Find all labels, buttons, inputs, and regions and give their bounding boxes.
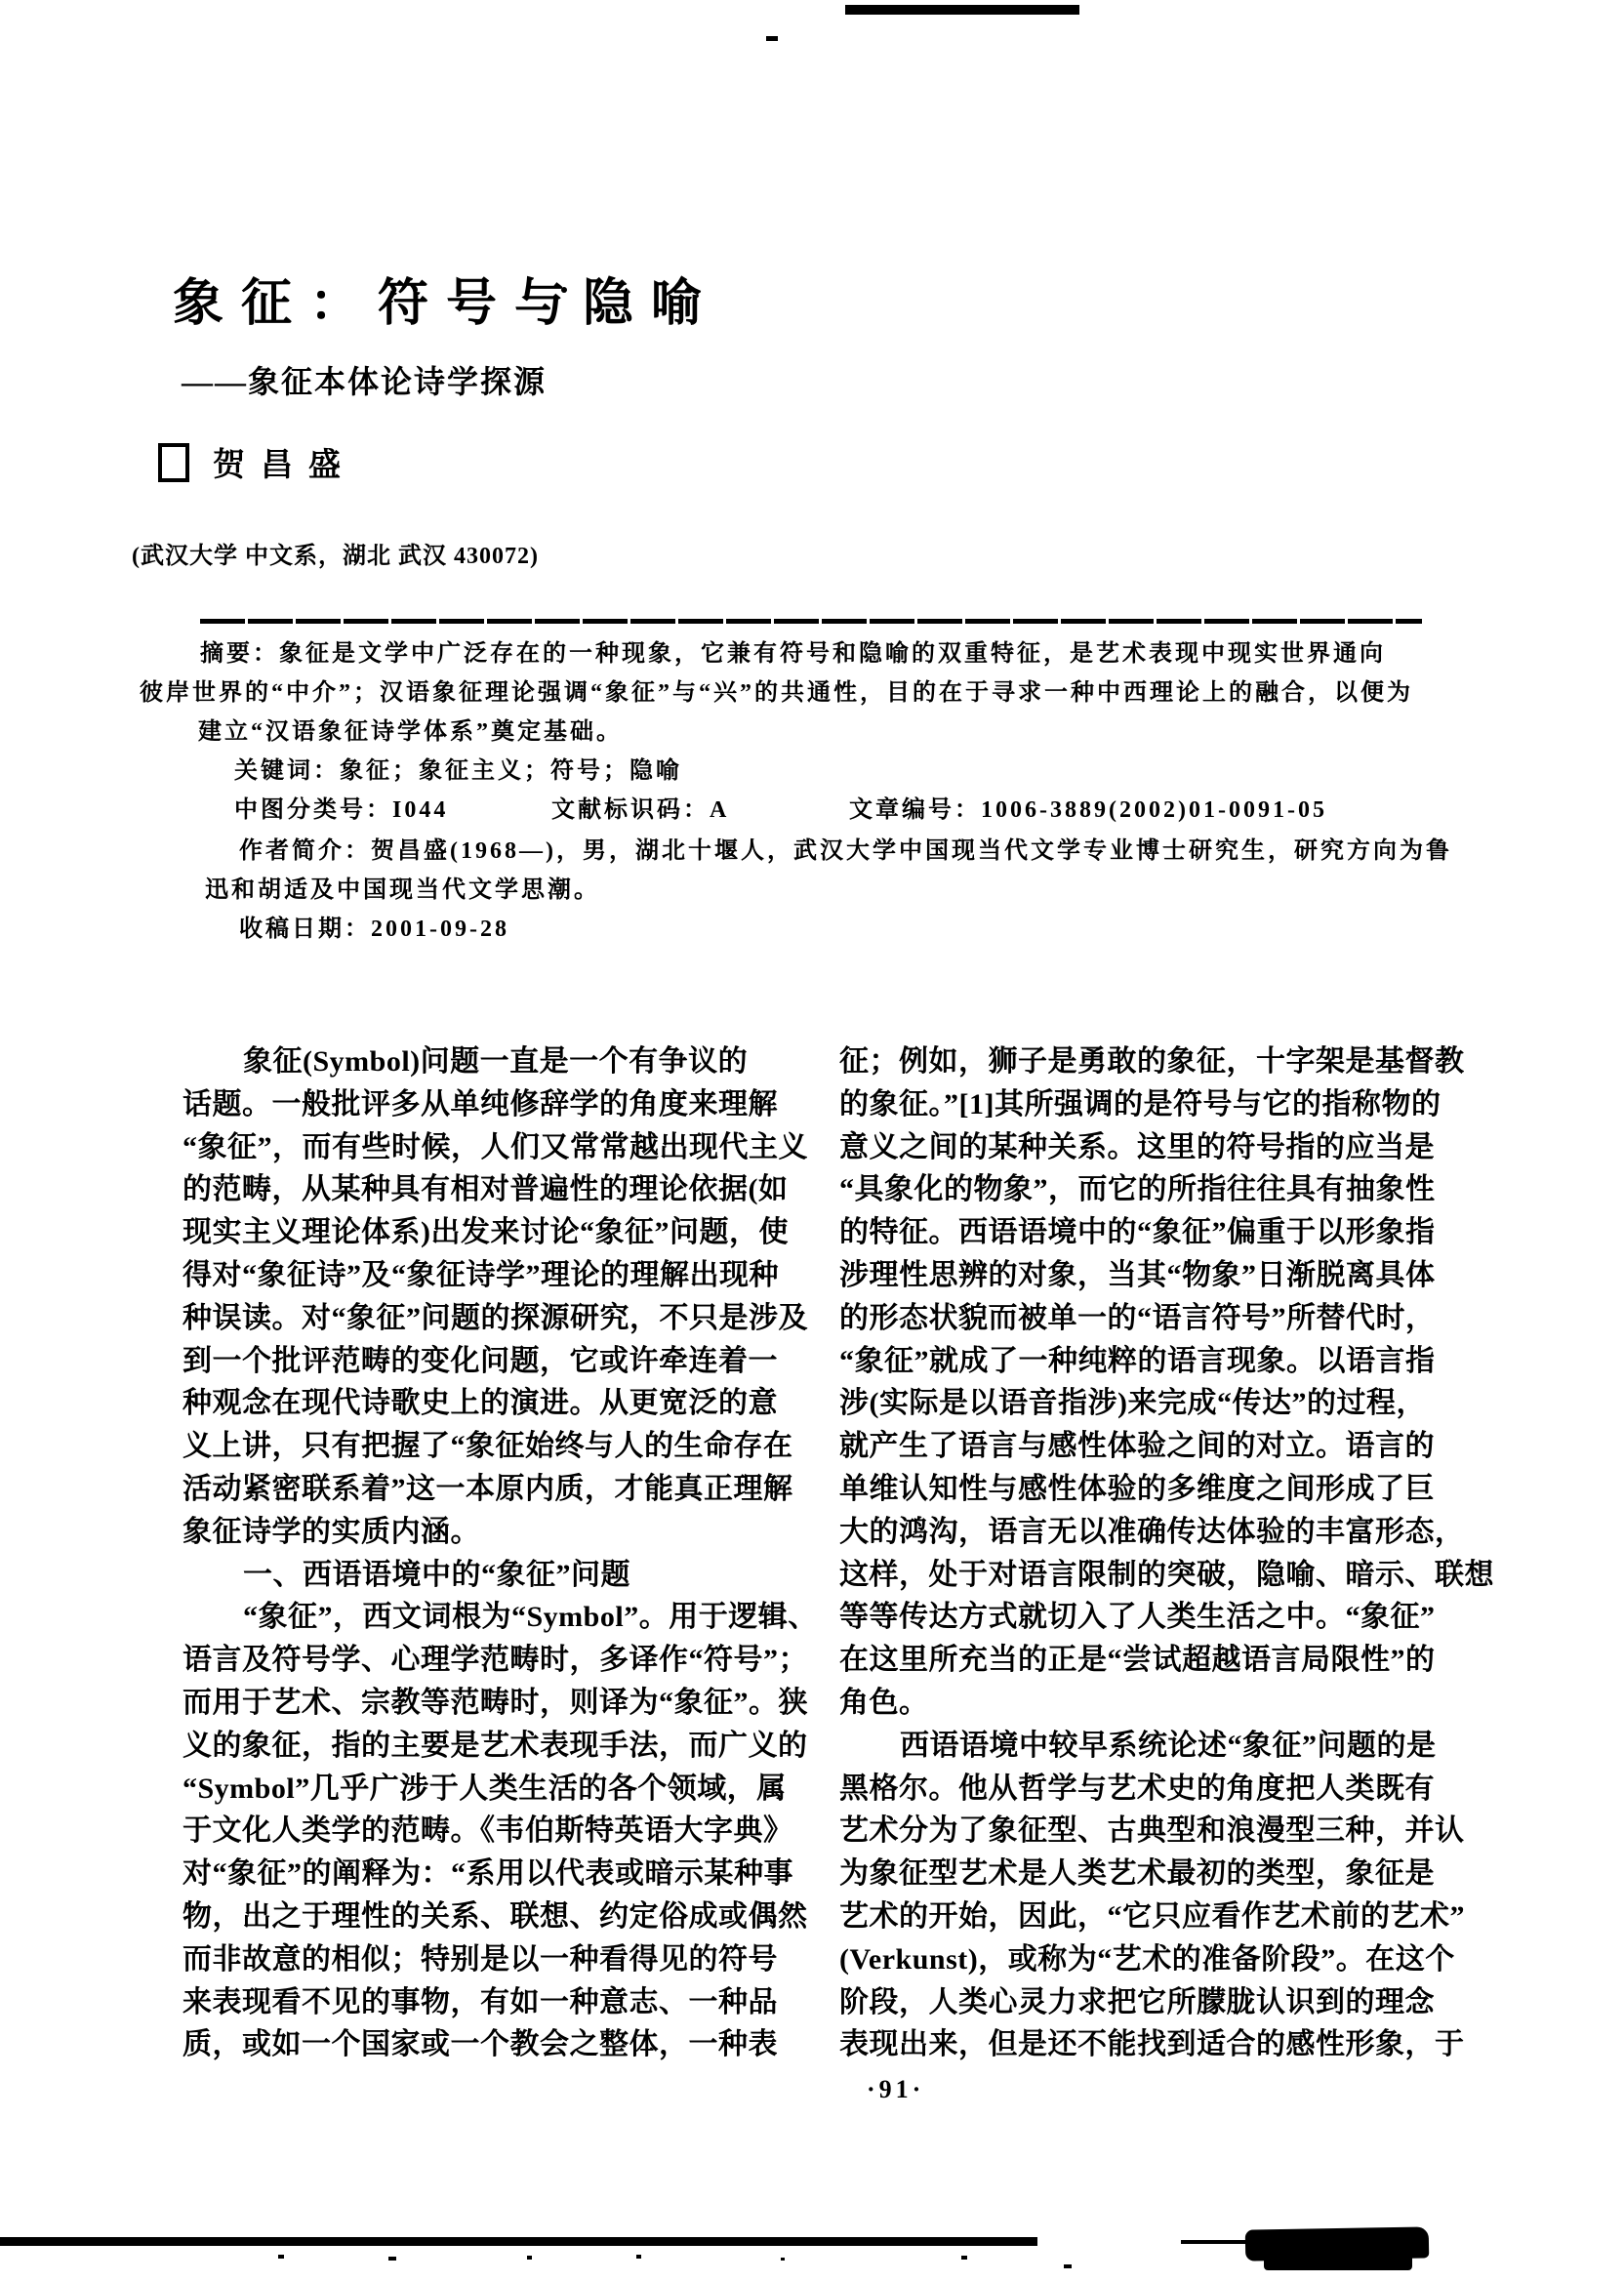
page-subtitle: ——象征本体论诗学探源 <box>182 364 548 399</box>
body-text-line: 种误读。对“象征”问题的探源研究，不只是涉及 <box>183 1301 808 1334</box>
author-name: 贺昌盛 <box>213 448 356 483</box>
body-text-line: 涉(实际是以语音指涉)来完成“传达”的过程， <box>839 1387 1426 1420</box>
body-text-line: 角色。 <box>839 1686 929 1719</box>
scan-artifact-speck <box>388 2257 396 2261</box>
body-text-line: 表现出来，但是还不能找到适合的感性形象，于 <box>839 2028 1465 2061</box>
scan-artifact-speck <box>636 2255 641 2259</box>
body-text-line: 单维认知性与感性体验的多维度之间形成了巨 <box>839 1472 1435 1505</box>
body-text-line: 就产生了语言与感性体验之间的对立。语言的 <box>839 1430 1435 1463</box>
scan-artifact-bottom-line <box>0 2237 1037 2246</box>
body-text-line: 得对“象征诗”及“象征诗学”理论的理解出现种 <box>183 1258 779 1291</box>
body-text-line: 到一个批评范畴的变化问题，它或许牵连着一 <box>183 1344 778 1377</box>
body-text-line: 涉理性思辨的对象，当其“物象”日渐脱离具体 <box>839 1258 1436 1291</box>
body-text-line: 在这里所充当的正是“尝试超越语言局限性”的 <box>839 1644 1436 1677</box>
abstract-line: 建立“汉语象征诗学体系”奠定基础。 <box>198 719 623 745</box>
scan-artifact-top-line <box>845 5 1079 15</box>
author-square-icon <box>158 443 189 482</box>
page-number: ·91· <box>867 2075 925 2103</box>
body-text-line: 阶段，人类心灵力求把它所朦胧认识到的理念 <box>839 1985 1435 2018</box>
article-id: 文章编号：1006-3889(2002)01-0091-05 <box>849 797 1327 823</box>
body-text-line: 话题。一般批评多从单纯修辞学的角度来理解 <box>183 1087 778 1121</box>
body-text-line: 物，出之于理性的关系、联想、约定俗成或偶然 <box>183 1899 808 1933</box>
right-column <box>839 1040 1494 2066</box>
body-text-line: “象征”就成了一种纯粹的语言现象。以语言指 <box>839 1344 1436 1377</box>
abstract-line: 摘要：象征是文学中广泛存在的一种现象，它兼有符号和隐喻的双重特征，是艺术表现中现实世界通向 <box>200 641 1386 667</box>
body-text-line: 等等传达方式就切入了人类生活之中。“象征” <box>839 1601 1436 1634</box>
body-text-line: 义上讲，只有把握了“象征始终与人的生命存在 <box>183 1430 793 1463</box>
affiliation: (武汉大学 中文系，湖北 武汉 430072) <box>132 544 539 569</box>
body-text-line: 质，或如一个国家或一个教会之整体，一种表 <box>183 2028 778 2061</box>
body-text-line: 的特征。西语语境中的“象征”偏重于以形象指 <box>839 1216 1436 1249</box>
scan-artifact-speck <box>781 2258 785 2261</box>
body-text-line: (Verkunst)，或称为“艺术的准备阶段”。在这个 <box>839 1942 1455 1976</box>
body-text-line: 艺术分为了象征型、古典型和浪漫型三种，并认 <box>839 1814 1465 1848</box>
author-bio-line: 作者简介：贺昌盛(1968—)，男，湖北十堰人，武汉大学中国现当代文学专业博士研究生，研究方向为鲁 <box>239 838 1452 864</box>
left-column <box>183 1040 818 2066</box>
clc-number: 中图分类号：I044 <box>234 797 449 823</box>
body-text-line: “象征”，而有些时候，人们又常常越出现代主义 <box>183 1130 808 1163</box>
scan-artifact-speck <box>527 2256 532 2260</box>
body-text-line: 种观念在现代诗歌史上的演进。从更宽泛的意 <box>183 1387 778 1420</box>
body-text-line: 于文化人类学的范畴。《韦伯斯特英语大字典》 <box>183 1814 793 1848</box>
body-text-line: 意义之间的某种关系。这里的符号指的应当是 <box>839 1130 1435 1163</box>
scan-artifact-speck <box>961 2256 967 2260</box>
body-text-line: 象征(Symbol)问题一直是一个有争议的 <box>243 1045 749 1078</box>
body-text-line: 黑格尔。他从哲学与艺术史的角度把人类既有 <box>839 1772 1435 1805</box>
body-text-line: 西语语境中较早系统论述“象征”问题的是 <box>900 1729 1437 1762</box>
received-date: 收稿日期：2001-09-28 <box>239 917 509 942</box>
section-heading: 一、西语语境中的“象征”问题 <box>243 1558 630 1591</box>
abstract-line: 彼岸世界的“中介”；汉语象征理论强调“象征”与“兴”的共通性，目的在于寻求一种中西理论上的融合，以便为 <box>140 680 1413 706</box>
body-text-line: 语言及符号学、心理学范畴时，多译作“符号”； <box>183 1644 808 1677</box>
body-text-line: 活动紧密联系着”这一本原内质，才能真正理解 <box>183 1472 793 1505</box>
body-text-line: 艺术的开始，因此，“它只应看作艺术前的艺术” <box>839 1899 1465 1933</box>
page-title: 象征：符号与隐喻 <box>173 276 720 332</box>
body-text-line: 的象征。”[1]其所强调的是符号与它的指称物的 <box>839 1087 1441 1121</box>
body-text-line: 为象征型艺术是人类艺术最初的类型，象征是 <box>839 1857 1435 1891</box>
body-text-line: 而用于艺术、宗教等范畴时，则译为“象征”。狭 <box>183 1686 808 1719</box>
body-text-line: “具象化的物象”，而它的所指往往具有抽象性 <box>839 1173 1436 1206</box>
body-text-line: 这样，处于对语言限制的突破，隐喻、暗示、联想 <box>839 1558 1494 1591</box>
author-row <box>158 439 356 485</box>
abstract-top-rule <box>200 619 1422 624</box>
scan-artifact-smudge <box>1264 2254 1412 2270</box>
scan-artifact-dash <box>766 36 778 41</box>
scan-artifact-speck <box>1064 2264 1072 2268</box>
scan-artifact-speck <box>278 2255 284 2259</box>
body-text-line: 象征诗学的实质内涵。 <box>183 1515 480 1548</box>
document-code: 文献标识码：A <box>551 797 730 823</box>
keywords-line: 关键词：象征；象征主义；符号；隐喻 <box>234 758 682 784</box>
body-text-line: 的范畴，从某种具有相对普遍性的理论依据(如 <box>183 1173 789 1206</box>
body-text-line: “Symbol”几乎广涉于人类生活的各个领域，属 <box>183 1772 787 1805</box>
author-bio-line: 迅和胡适及中国现当代文学思潮。 <box>205 877 600 903</box>
body-text-line: 对“象征”的阐释为：“系用以代表或暗示某种事 <box>183 1857 793 1891</box>
body-text-line: 来表现看不见的事物，有如一种意志、一种品 <box>183 1985 778 2018</box>
body-text-line: 义的象征，指的主要是艺术表现手法，而广义的 <box>183 1729 808 1762</box>
body-text-line: 大的鸿沟，语言无以准确传达体验的丰富形态， <box>839 1515 1465 1548</box>
body-text-line: 而非故意的相似；特别是以一种看得见的符号 <box>183 1942 778 1976</box>
body-text-line: 的形态状貌而被单一的“语言符号”所替代时， <box>839 1301 1436 1334</box>
body-text-line: “象征”，西文词根为“Symbol”。用于逻辑、 <box>243 1601 818 1634</box>
body-text-line: 征；例如，狮子是勇敢的象征，十字架是基督教 <box>839 1045 1465 1078</box>
body-text-line: 现实主义理论体系)出发来讨论“象征”问题，使 <box>183 1216 789 1249</box>
